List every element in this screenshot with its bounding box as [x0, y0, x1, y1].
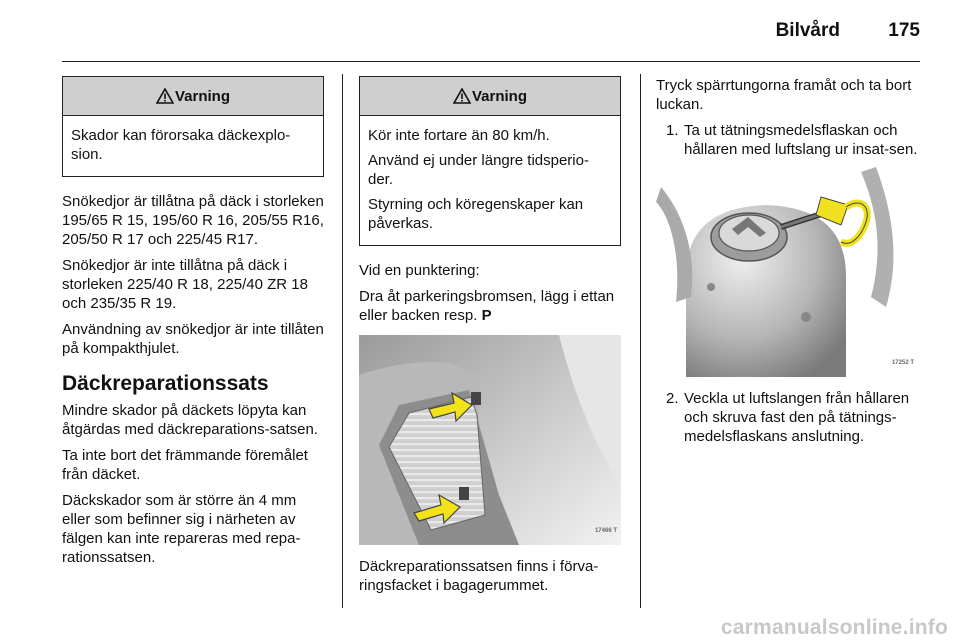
sealant-bottle-figure [656, 167, 918, 377]
figure-code: 17252 T [891, 360, 914, 366]
column-divider-2 [640, 74, 641, 608]
list-number: 2. [666, 390, 679, 407]
watermark: carmanualsonline.info [720, 616, 948, 639]
gear-letter: P [481, 307, 492, 324]
sealant-bottle-illustration [656, 167, 918, 377]
header-rule [62, 61, 920, 62]
paragraph: Ta inte bort det främmande föremålet från däcket. [62, 447, 308, 483]
warning-title: Varning [174, 87, 230, 105]
warning-line: Styrning och köregenskaper kan påverkas. [368, 196, 584, 232]
warning-line: Kör inte fortare än 80 km/h. [368, 127, 550, 144]
page-number: 175 [888, 20, 920, 41]
warning-header [360, 77, 620, 116]
column-2 [359, 76, 621, 602]
trunk-compartment-figure [359, 335, 621, 545]
figure-code: 17466 T [594, 528, 617, 534]
paragraph: Tryck spärrtungorna framåt och ta bort luckan. [656, 77, 912, 113]
paragraph: Däckskador som är större än 4 mm eller som befinner sig i närheten av fälgen kan inte repareras med repa-rationssatsen. [62, 492, 301, 566]
trunk-compartment-illustration [359, 335, 621, 545]
list-text: Veckla ut luftslangen från hållaren och skruva fast den på tätnings-medelsflaskans anslutning. [684, 390, 910, 445]
paragraph: Dra åt parkeringsbromsen, lägg i ettan eller backen resp. P [359, 288, 615, 324]
list-item [656, 121, 918, 159]
list-text: Ta ut tätningsmedelsflaskan och hållaren med luftslang ur insat-sen. [684, 122, 918, 158]
list-item [656, 389, 918, 446]
paragraph: Mindre skador på däckets löpyta kan åtgärdas med däckreparations-satsen. [62, 402, 318, 438]
figure-caption: Däckreparationssatsen finns i förva-ringsfacket i bagagerummet. [359, 558, 599, 594]
column-divider-1 [342, 74, 343, 608]
paragraph: Användning av snökedjor är inte tillåten på kompakthjulet. [62, 321, 324, 357]
section-heading: Däckreparationssats [62, 372, 269, 395]
column-1 [62, 76, 324, 574]
warning-triangle-icon [156, 88, 174, 104]
paragraph: Snökedjor är tillåtna på däck i storleken 195/65 R 15, 195/60 R 16, 205/55 R16, 205/50 R 17 och 225/45 R17. [62, 193, 324, 248]
warning-header [63, 77, 323, 116]
warning-triangle-icon [453, 88, 471, 104]
warning-title: Varning [471, 87, 527, 105]
paragraph: Snökedjor är inte tillåtna på däck i storleken 225/40 R 18, 225/40 ZR 18 och 235/35 R 19. [62, 257, 308, 312]
page-title: Bilvård [775, 20, 840, 41]
warning-box-2 [359, 76, 621, 246]
warning-text: Skador kan förorsaka däckexplo-sion. [71, 127, 291, 163]
column-3 [656, 76, 918, 453]
paragraph: Vid en punktering: [359, 262, 480, 279]
warning-box-1 [62, 76, 324, 177]
list-number: 1. [666, 122, 679, 139]
warning-line: Använd ej under längre tidsperio-der. [368, 152, 589, 188]
